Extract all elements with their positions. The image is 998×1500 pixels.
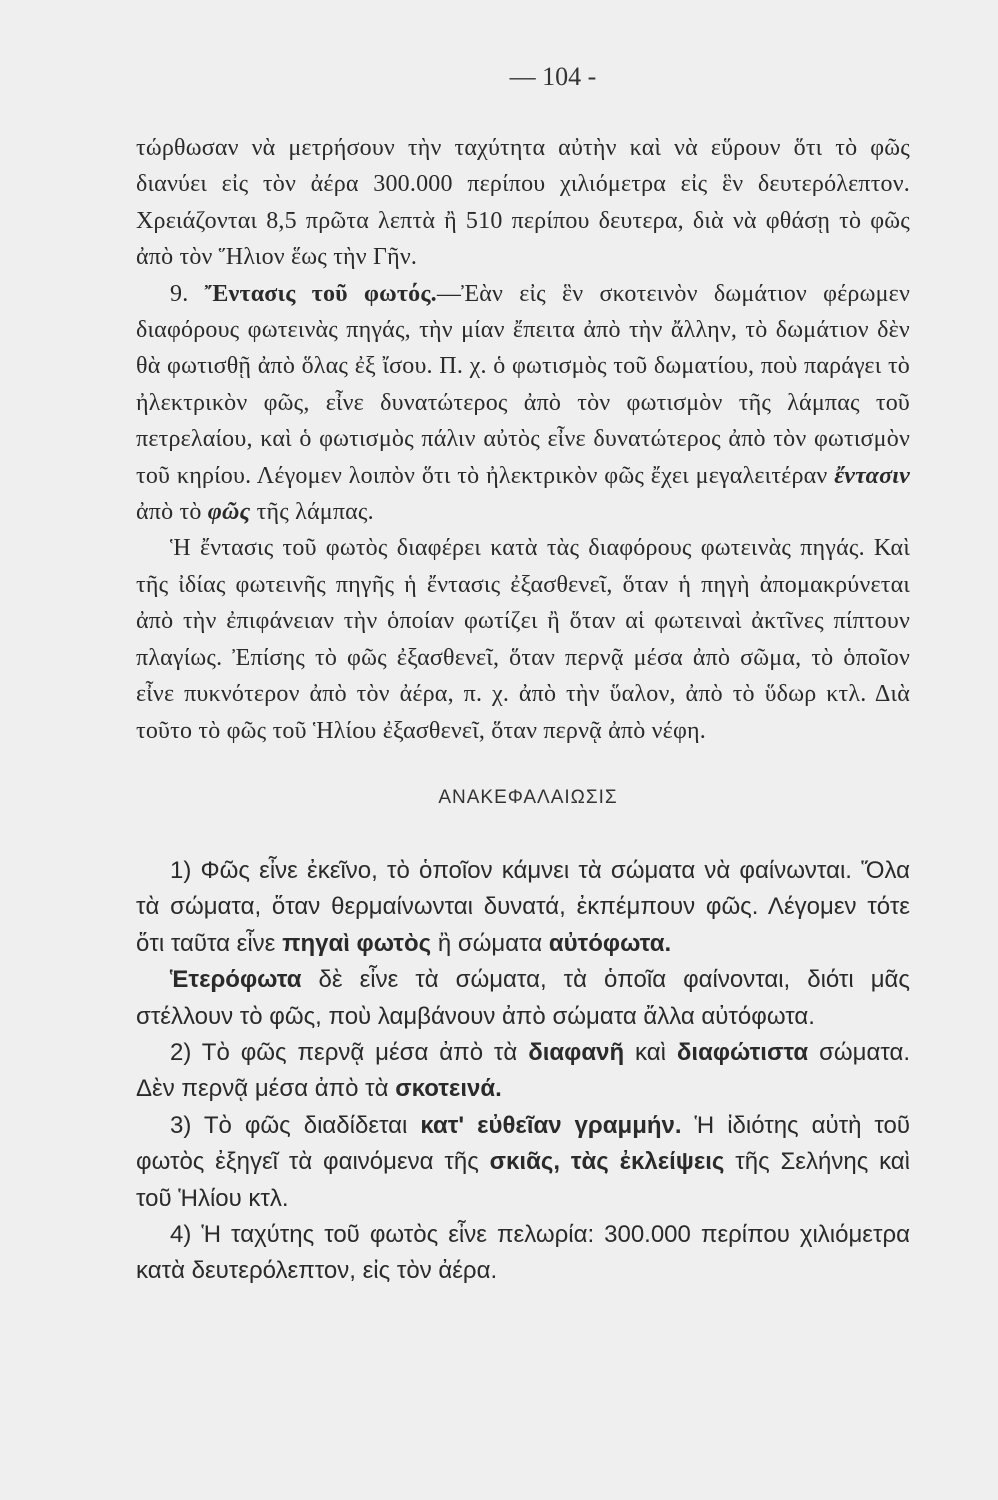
summary-1b-bold: Ἑτερόφωτα	[170, 966, 302, 994]
summary-block	[136, 853, 910, 1290]
page-number: — 104 -	[509, 62, 597, 91]
summary-3-text-a: 3) Τὸ φῶς διαδίδεται	[170, 1111, 408, 1139]
summary-1-bold-a: πηγαὶ φωτὸς	[282, 929, 432, 957]
summary-2-bold-c: σκοτεινά.	[395, 1075, 502, 1103]
summary-1b-text: δὲ εἶνε τὰ σώματα, τὰ ὁποῖα φαίνονται, διότι μᾶς στέλλουν τὸ φῶς, ποὺ λαμβάνουν ἀπὸ σώματα ἄλλα αὐτόφωτα.	[136, 966, 910, 1030]
emphasis-fos: φῶς	[207, 499, 251, 526]
paragraph-1: τώρθωσαν νὰ μετρήσουν τὴν ταχύτητα αὐτὴν καὶ νὰ εὕρουν ὅτι τὸ φῶς διανύει εἰς τὸν ἀέρα 300.000 περίπου χιλιόμετρα εἰς ἓν δευτερόλεπτον. Χρειάζονται 8,5 πρῶτα λεπτὰ ἢ 510 περίπου δευτερα, διὰ νὰ φθάσῃ τὸ φῶς ἀπὸ τὸν Ἥλιον ἕως τὴν Γῆν.	[136, 135, 910, 271]
summary-3-bold-a: κατ' εὐθεῖαν γραμμήν.	[420, 1111, 682, 1139]
section-9	[136, 276, 910, 531]
summary-2-text-d: σώματα. Δὲν περνᾷ μέσα ἀπὸ τὰ	[136, 1038, 911, 1103]
summary-item-1	[136, 853, 910, 962]
summary-1-bold-b: αὐτόφωτα.	[548, 929, 672, 957]
section-text-a: —Ἐὰν εἰς ἓν σκοτεινὸν δωμάτιον φέρωμεν διαφόρους φωτεινὰς πηγάς, τὴν μίαν ἔπειτα ἀπὸ τὴν ἄλλην, τὸ δωμάτιον δὲν θὰ φωτισθῇ ἀπὸ ὅλας ἐξ ἴσου. Π. χ. ὁ φωτισμὸς τοῦ δωματίου, ποὺ παράγει τὸ ἠλεκτρικὸν φῶς, εἶνε δυνατώτερος ἀπὸ τὸν φωτισμὸν τῆς λάμπας τοῦ πετρελαίου, καὶ ὁ φωτισμὸς πάλιν αὐτὸς εἶνε δυνατώτερος ἀπὸ τὸν φωτισμὸν τοῦ κηρίου. Λέγομεν λοιπὸν ὅτι τὸ ἠλεκτρικὸν φῶς ἔχει μεγαλειτέραν	[136, 280, 911, 489]
emphasis-entasin: ἔντασιν	[834, 462, 910, 489]
summary-2-bold-b: διαφώτιστα	[676, 1038, 809, 1066]
summary-item-3	[136, 1108, 910, 1217]
summary-heading: ΑΝΑΚΕΦΑΛΑΙΩΣΙΣ	[438, 786, 618, 808]
summary-1-text-c: ἢ σώματα	[437, 929, 543, 957]
summary-item-1b	[136, 962, 910, 1035]
section-text-c: τῆς λάμπας.	[256, 499, 374, 526]
summary-item-2	[136, 1035, 910, 1108]
summary-3-text-c: Ἡ ἰδιότης αὐτὴ τοῦ φωτὸς ἐξηγεῖ τὰ φαινόμενα τῆς	[136, 1111, 911, 1176]
main-text	[136, 130, 910, 749]
section-title: Ἔντασις τοῦ φωτός.	[204, 280, 437, 307]
summary-3-text-d: τῆς Σελήνης καὶ τοῦ Ἡλίου κτλ.	[136, 1148, 911, 1212]
summary-1-text-a: 1) Φῶς εἶνε ἐκεῖνο, τὸ ὁποῖον κάμνει τὰ σώματα νὰ φαίνωνται. Ὅλα τὰ σώματα, ὅταν θερμαίνωνται δυνατά, ἐκπέμπουν φῶς. Λέγομεν τότε ὅτι ταῦτα εἶνε	[136, 856, 910, 957]
summary-2-bold-a: διαφανῆ	[528, 1038, 625, 1066]
summary-item-4: 4) Ἡ ταχύτης τοῦ φωτὸς εἶνε πελωρία: 300.000 περίπου χιλιόμετρα κατὰ δευτερόλεπτον, εἰς τὸν ἀέρα.	[136, 1220, 910, 1285]
summary-2-text-c: καὶ	[635, 1038, 666, 1066]
summary-3-bold-b: σκιᾶς, τὰς ἐκλείψεις	[489, 1148, 725, 1176]
summary-2-text-a: 2) Τὸ φῶς περνᾷ μέσα ἀπὸ τὰ	[170, 1038, 518, 1066]
section-text-b: ἀπὸ τὸ	[136, 499, 202, 526]
section-number: 9.	[170, 280, 189, 307]
paragraph-3: Ἡ ἔντασις τοῦ φωτὸς διαφέρει κατὰ τὰς διαφόρους φωτεινὰς πηγάς. Καὶ τῆς ἰδίας φωτεινῆς πηγῆς ἡ ἔντασις ἐξασθενεῖ, ὅταν ἡ πηγὴ ἀπομακρύνεται ἀπὸ τὴν ἐπιφάνειαν τὴν ὁποίαν φωτίζει ἢ ὅταν αἱ φωτειναὶ ἀκτῖνες πίπτουν πλαγίως. Ἐπίσης τὸ φῶς ἐξασθενεῖ, ὅταν περνᾷ μέσα ἀπὸ σῶμα, τὸ ὁποῖον εἶνε πυκνότερον ἀπὸ τὸν ἀέρα, π. χ. ἀπὸ τὴν ὕαλον, ἀπὸ τὸ ὕδωρ κτλ. Διὰ τοῦτο τὸ φῶς τοῦ Ἡλίου ἐξασθενεῖ, ὅταν περνᾷ ἀπὸ νέφη.	[136, 535, 910, 744]
